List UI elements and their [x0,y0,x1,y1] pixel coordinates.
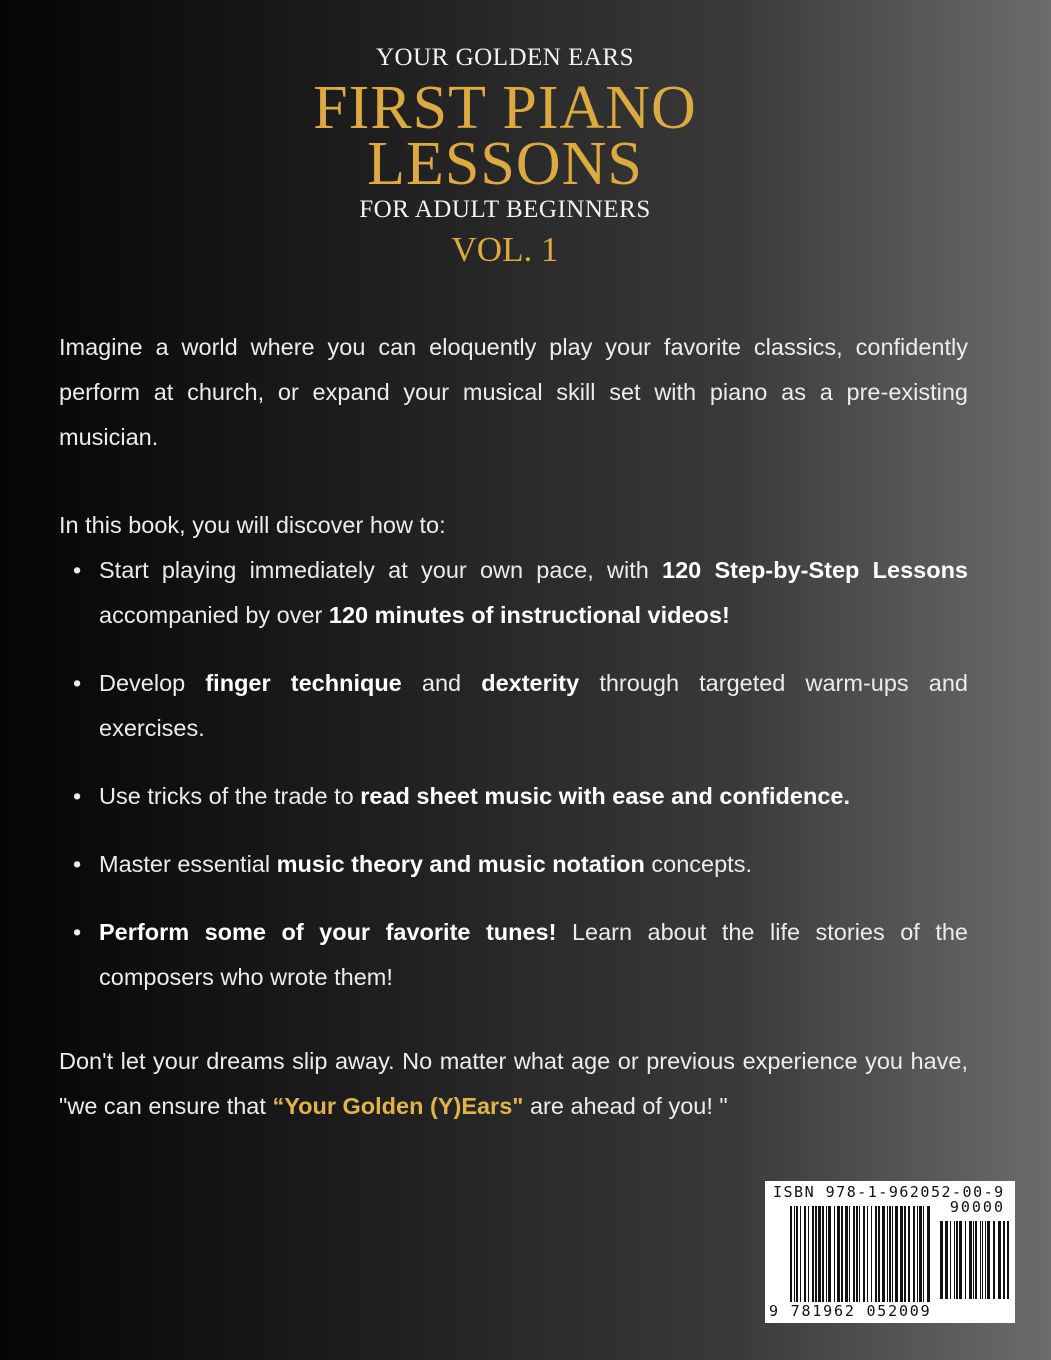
barcode-bar [895,1206,898,1306]
isbn-number: ISBN 978-1-962052-00-9 [773,1183,1005,1201]
bold-text: Perform some of your favorite tunes! [99,919,557,945]
text: accompanied by over [99,602,329,628]
barcode-bar [889,1206,891,1306]
barcode-bar [845,1206,848,1306]
closing-paragraph [59,1039,968,1129]
volume-label: VOL. 1 [451,230,559,269]
barcode-bar [923,1206,924,1306]
text: through targeted warm-ups and exercises. [99,670,968,741]
barcode-bar [982,1221,983,1299]
barcode-bar [808,1206,809,1306]
text: Use tricks of the trade to [99,783,361,809]
barcode-bar [815,1206,817,1306]
intro-paragraph: Imagine a world where you can eloquently play your favorite classics, confidently perform at church, or expand your musical skill set with piano as a pre-existing musician. [59,334,968,450]
barcode-bar [822,1206,824,1306]
barcode-bar [867,1206,868,1306]
bullet-item [59,661,968,751]
barcode-bar [828,1206,831,1306]
barcode-bar [878,1206,880,1306]
barcode-bar [834,1206,835,1306]
barcode-bar [796,1206,798,1306]
barcode-bar [871,1206,872,1306]
barcode-bar [882,1206,885,1306]
text: Start playing immediately at your own pace, with [99,557,663,583]
barcode-bar [794,1206,795,1306]
barcode-bar [1007,1221,1009,1299]
barcode-bar [863,1206,865,1306]
ean-bars [790,1206,930,1306]
barcode-bar [812,1206,814,1306]
barcode-bar [841,1206,843,1306]
text: concepts. [644,851,752,877]
bold-text: read sheet music with ease and confidence. [360,783,850,809]
text: Learn about the life stories of the composers who wrote them! [99,919,968,990]
barcode-bar [975,1221,977,1299]
barcode-bar [973,1221,974,1299]
barcode-bar [985,1221,986,1299]
bold-text: 120 minutes of instructional videos! [328,602,730,628]
price-code: 90000 [949,1198,1005,1216]
barcode-bar [950,1221,951,1299]
barcode-bar [940,1221,943,1299]
barcode-bar [993,1221,995,1299]
barcode-bar [965,1221,966,1299]
barcode-bar [800,1206,801,1306]
barcode-bar [956,1221,958,1299]
barcode-bar [849,1206,850,1306]
barcode-bar [987,1221,990,1299]
text: and [401,670,482,696]
barcode-bar [804,1206,806,1306]
text: Don't let your dreams slip away. No matter what age or previous experience you have, "we can ensure that [59,1048,968,1119]
bullet-item [59,910,968,1000]
bullet-item [59,774,968,819]
barcode-bar [919,1206,922,1306]
barcode-bar [790,1206,792,1306]
barcode-bar [998,1221,1001,1299]
text: Develop [99,670,206,696]
text: are ahead of you! " [523,1093,728,1119]
barcode-bar [908,1206,910,1306]
barcode-bar [875,1206,877,1306]
series-title: YOUR GOLDEN EARS [376,44,634,71]
barcode-bar [927,1206,930,1306]
bullet-item [59,548,968,638]
barcode-bar [892,1206,893,1306]
bold-text: music theory and music notation [276,851,645,877]
bold-text: finger technique [205,670,402,696]
barcode-bar [887,1206,888,1306]
barcode-bar [980,1221,981,1299]
bold-text: 120 Step-by-Step Lessons [662,557,968,583]
barcode-bar [856,1206,858,1306]
barcode-bar [853,1206,855,1306]
book-title-line2: LESSONS [367,130,643,198]
ean-number: 9 781962 052009 [769,1302,932,1320]
barcode-bar [900,1206,903,1306]
bullet-item [59,842,968,887]
book-title-line1: FIRST PIANO [313,74,697,142]
barcode-bar [969,1221,972,1299]
highlight-text: “Your Golden (Y)Ears" [272,1093,524,1119]
book-subtitle: FOR ADULT BEGINNERS [359,196,651,223]
barcode-bar [837,1206,840,1306]
barcode-bar [959,1221,962,1299]
barcode-bar [913,1206,915,1306]
barcode-bar [904,1206,906,1306]
barcode-bar [954,1221,955,1299]
barcode-bar [945,1221,948,1299]
addon-bars [940,1221,1010,1299]
barcode-bar [826,1206,827,1306]
text: Master essential [99,851,277,877]
discover-lead: In this book, you will discover how to: [59,512,446,538]
barcode-bar [1003,1221,1005,1299]
barcode-bar [917,1206,918,1306]
barcode-bar [859,1206,860,1306]
barcode-bar [818,1206,821,1306]
isbn-barcode [765,1181,1015,1323]
bold-text: dexterity [481,670,580,696]
